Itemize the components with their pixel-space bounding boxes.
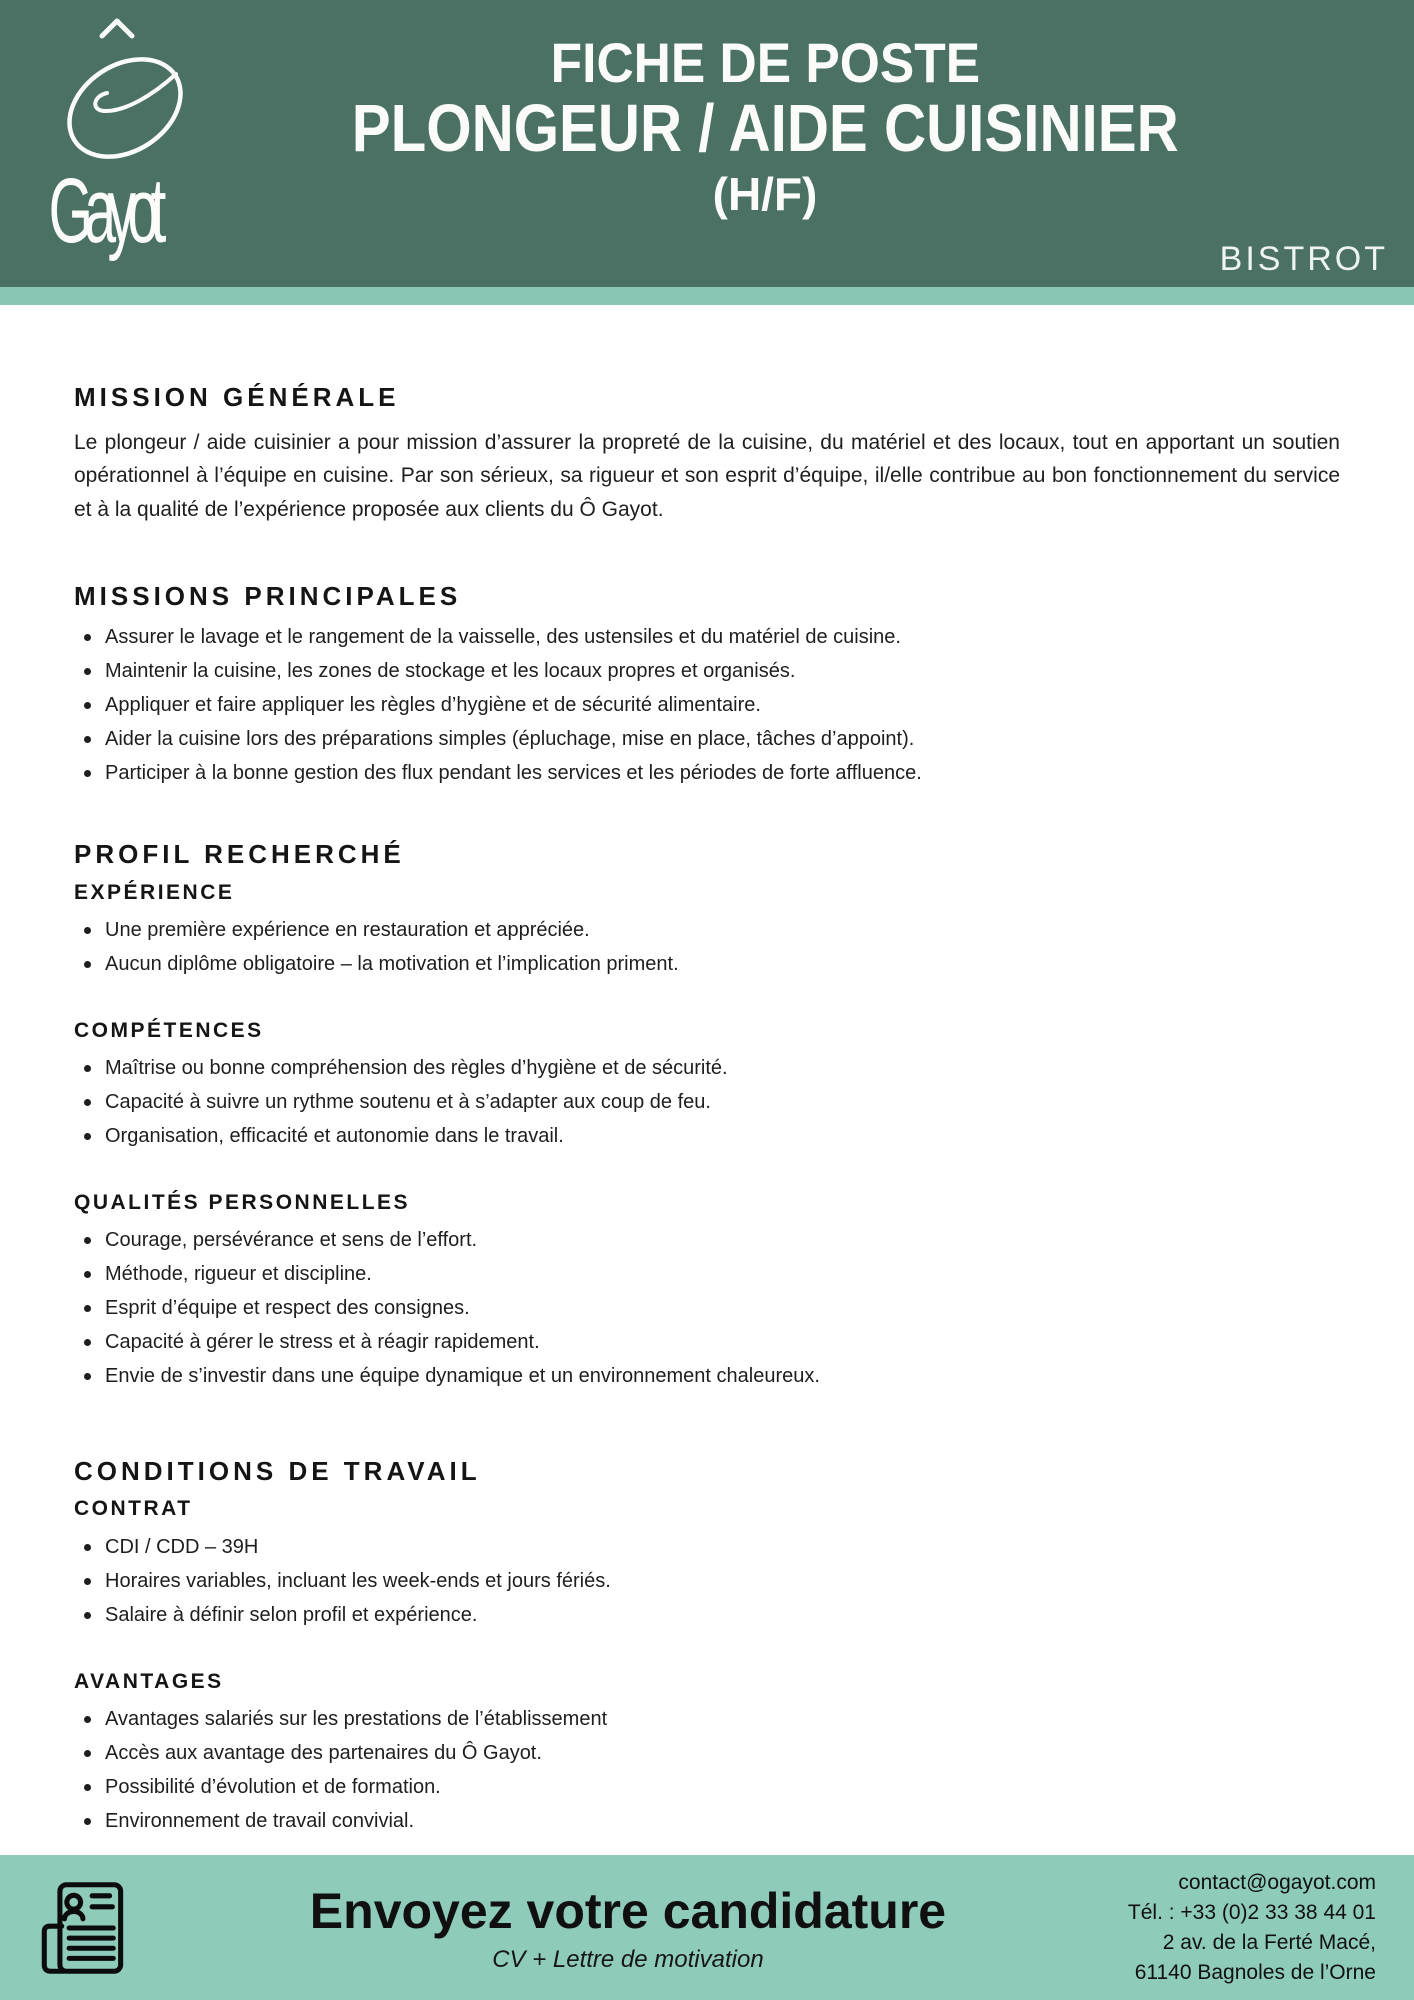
bullet-item: Capacité à gérer le stress et à réagir rapidement. (74, 1332, 1340, 1353)
bullet-item: Méthode, rigueur et discipline. (74, 1264, 1340, 1285)
bullet-item: Courage, persévérance et sens de l’effort. (74, 1230, 1340, 1251)
bullet-item: Participer à la bonne gestion des flux pendant les services et les périodes de forte affluence. (74, 763, 1340, 784)
apply-call-to-action (128, 1881, 1128, 1974)
bullet-item: Maintenir la cuisine, les zones de stockage et les locaux propres et organisés. (74, 661, 1340, 682)
section-heading: MISSIONS PRINCIPALES (74, 581, 462, 612)
section-paragraph: Le plongeur / aide cuisinier a pour mission d’assurer la propreté de la cuisine, du matériel et des locaux, tout en apportant un soutien opérationnel à l’équipe en cuisine. Par son sérieux, sa rigueur et son esprit d’équipe, il/elle contribue au bon fonctionnement du service et à la qualité de l’expérience proposée aux clients du Ô Gayot. (74, 430, 1340, 521)
header-banner (0, 0, 1414, 287)
bullet-item: Possibilité d’évolution et de formation. (74, 1777, 1340, 1798)
logo-swirl-icon (95, 74, 176, 111)
subsection-heading: COMPÉTENCES (74, 1018, 264, 1042)
bullet-item: Envie de s’investir dans une équipe dynamique et un environnement chaleureux. (74, 1366, 1340, 1387)
bullet-list (74, 920, 1340, 975)
logo-circumflex-icon (102, 21, 132, 36)
subsection (74, 881, 1340, 975)
contact-line: 61140 Bagnoles de l’Orne (1134, 1960, 1376, 1984)
subsection-heading: AVANTAGES (74, 1669, 224, 1693)
section-heading: CONDITIONS DE TRAVAIL (74, 1455, 481, 1486)
bullet-list (74, 1537, 1340, 1626)
section (74, 1457, 1340, 1832)
cv-document-icon (36, 1879, 128, 1977)
bullet-list (74, 1058, 1340, 1147)
section (74, 840, 1340, 1387)
bullet-list (74, 1709, 1340, 1832)
bullet-list (74, 1230, 1340, 1387)
bullet-item: Environnement de travail convivial. (74, 1811, 1340, 1832)
subsection (74, 1670, 1340, 1832)
bullet-item: Une première expérience en restauration et appréciée. (74, 920, 1340, 941)
contact-line: Tél. : +33 (0)2 33 38 44 01 (1127, 1900, 1376, 1924)
job-title: PLONGEUR / AIDE CUISINIER (351, 91, 1179, 167)
subsection-heading: CONTRAT (74, 1497, 193, 1521)
bullet-item: Appliquer et faire appliquer les règles d’hygiène et de sécurité alimentaire. (74, 695, 1340, 716)
apply-title: Envoyez votre candidature (309, 1883, 947, 1940)
bullet-item: Capacité à suivre un rythme soutenu et à s’adapter aux coup de feu. (74, 1092, 1340, 1113)
apply-subtitle: CV + Lettre de motivation (492, 1945, 764, 1973)
bullet-item: Esprit d’équipe et respect des consignes. (74, 1298, 1340, 1319)
contact-line: 2 av. de la Ferté Macé, (1162, 1930, 1376, 1954)
subsection (74, 1497, 1340, 1625)
accent-stripe (0, 287, 1414, 305)
section (74, 383, 1340, 526)
section (74, 582, 1340, 784)
footer-banner (0, 1855, 1414, 2000)
bullet-item: Maîtrise ou bonne compréhension des règles d’hygiène et de sécurité. (74, 1058, 1340, 1079)
header-titles (150, 0, 1380, 221)
bullet-list (74, 627, 1340, 784)
subsection (74, 1019, 1340, 1147)
section-heading: PROFIL RECHERCHÉ (74, 838, 405, 869)
bullet-item: Accès aux avantage des partenaires du Ô Gayot. (74, 1743, 1340, 1764)
bullet-item: Avantages salariés sur les prestations de l’établissement (74, 1709, 1340, 1730)
bullet-item: CDI / CDD – 39H (74, 1537, 1340, 1558)
job-title-suffix: (H/F) (712, 168, 818, 221)
bullet-item: Assurer le lavage et le rangement de la vaisselle, des ustensiles et du matériel de cuisine. (74, 627, 1340, 648)
contact-line: contact@ogayot.com (1178, 1870, 1376, 1894)
gayot-logo (30, 12, 200, 272)
subsection-heading: QUALITÉS PERSONNELLES (74, 1190, 411, 1214)
bullet-item: Horaires variables, incluant les week-ends et jours fériés. (74, 1571, 1340, 1592)
bullet-item: Aider la cuisine lors des préparations simples (épluchage, mise en place, tâches d’appoint). (74, 729, 1340, 750)
bullet-item: Organisation, efficacité et autonomie dans le travail. (74, 1126, 1340, 1147)
doc-type-title: FICHE DE POSTE (550, 31, 980, 94)
section-heading: MISSION GÉNÉRALE (74, 382, 400, 412)
establishment-badge: BISTROT (1219, 240, 1388, 278)
bullet-item: Aucun diplôme obligatoire – la motivation et l’implication priment. (74, 954, 1340, 975)
sections (0, 383, 1414, 1832)
subsection (74, 1191, 1340, 1387)
subsection-heading: EXPÉRIENCE (74, 880, 235, 904)
contact-block (1128, 1868, 1376, 1988)
bullet-item: Salaire à définir selon profil et expérience. (74, 1605, 1340, 1626)
logo-brand-text: Gayot (48, 160, 167, 263)
